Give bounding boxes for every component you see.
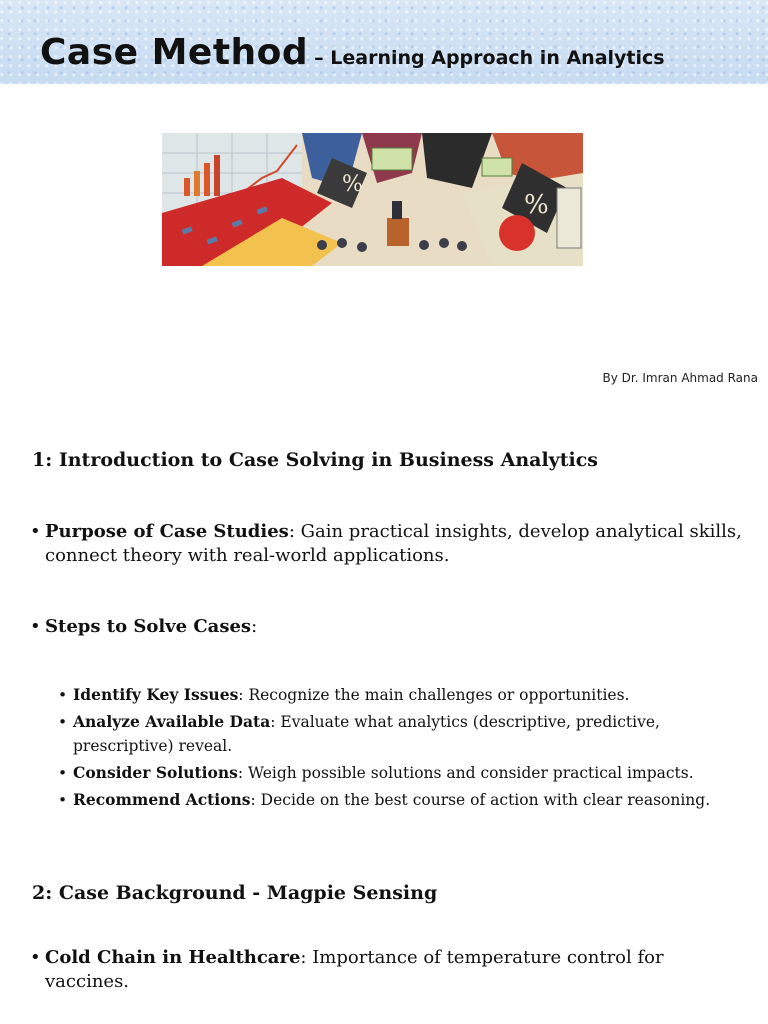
steps-list [58, 683, 758, 815]
step-text: : Recognize the main challenges or opportunities. [238, 686, 630, 704]
purpose-label: Purpose of Case Studies [45, 521, 289, 542]
list-item [58, 788, 758, 812]
business-analytics-illustration [162, 133, 583, 266]
step-label: Analyze Available Data [73, 712, 271, 731]
list-item [58, 761, 758, 785]
section-2-heading: 2: Case Background - Magpie Sensing [32, 882, 438, 904]
title-subtitle: – Learning Approach in Analytics [314, 47, 665, 69]
step-label: Identify Key Issues [73, 685, 239, 704]
list-item [58, 683, 758, 707]
step-label: Consider Solutions [73, 763, 238, 782]
svg-text:%: % [342, 172, 363, 197]
steps-bullet [30, 615, 745, 639]
page-title [40, 32, 665, 73]
list-item [58, 710, 758, 758]
steps-colon: : [251, 616, 258, 637]
cold-chain-label: Cold Chain in Healthcare [45, 947, 301, 968]
step-text: : Weigh possible solutions and consider practical impacts. [237, 764, 694, 782]
author-byline: By Dr. Imran Ahmad Rana [602, 371, 758, 385]
step-text: : Evaluate what analytics (descriptive, predictive, prescriptive) reveal. [73, 713, 660, 755]
step-label: Recommend Actions [73, 790, 251, 809]
cold-chain-bullet [30, 946, 745, 994]
section-1-heading: 1: Introduction to Case Solving in Business Analytics [32, 449, 598, 471]
steps-label: Steps to Solve Cases [45, 616, 252, 637]
step-text: : Decide on the best course of action with clear reasoning. [250, 791, 711, 809]
purpose-text: : Gain practical insights, develop analytical skills, connect theory with real-world applications. [45, 521, 742, 566]
purpose-bullet [30, 520, 745, 568]
title-main: Case Method [40, 32, 309, 73]
cold-chain-text: : Importance of temperature control for vaccines. [45, 947, 664, 992]
svg-text:%: % [524, 190, 549, 220]
